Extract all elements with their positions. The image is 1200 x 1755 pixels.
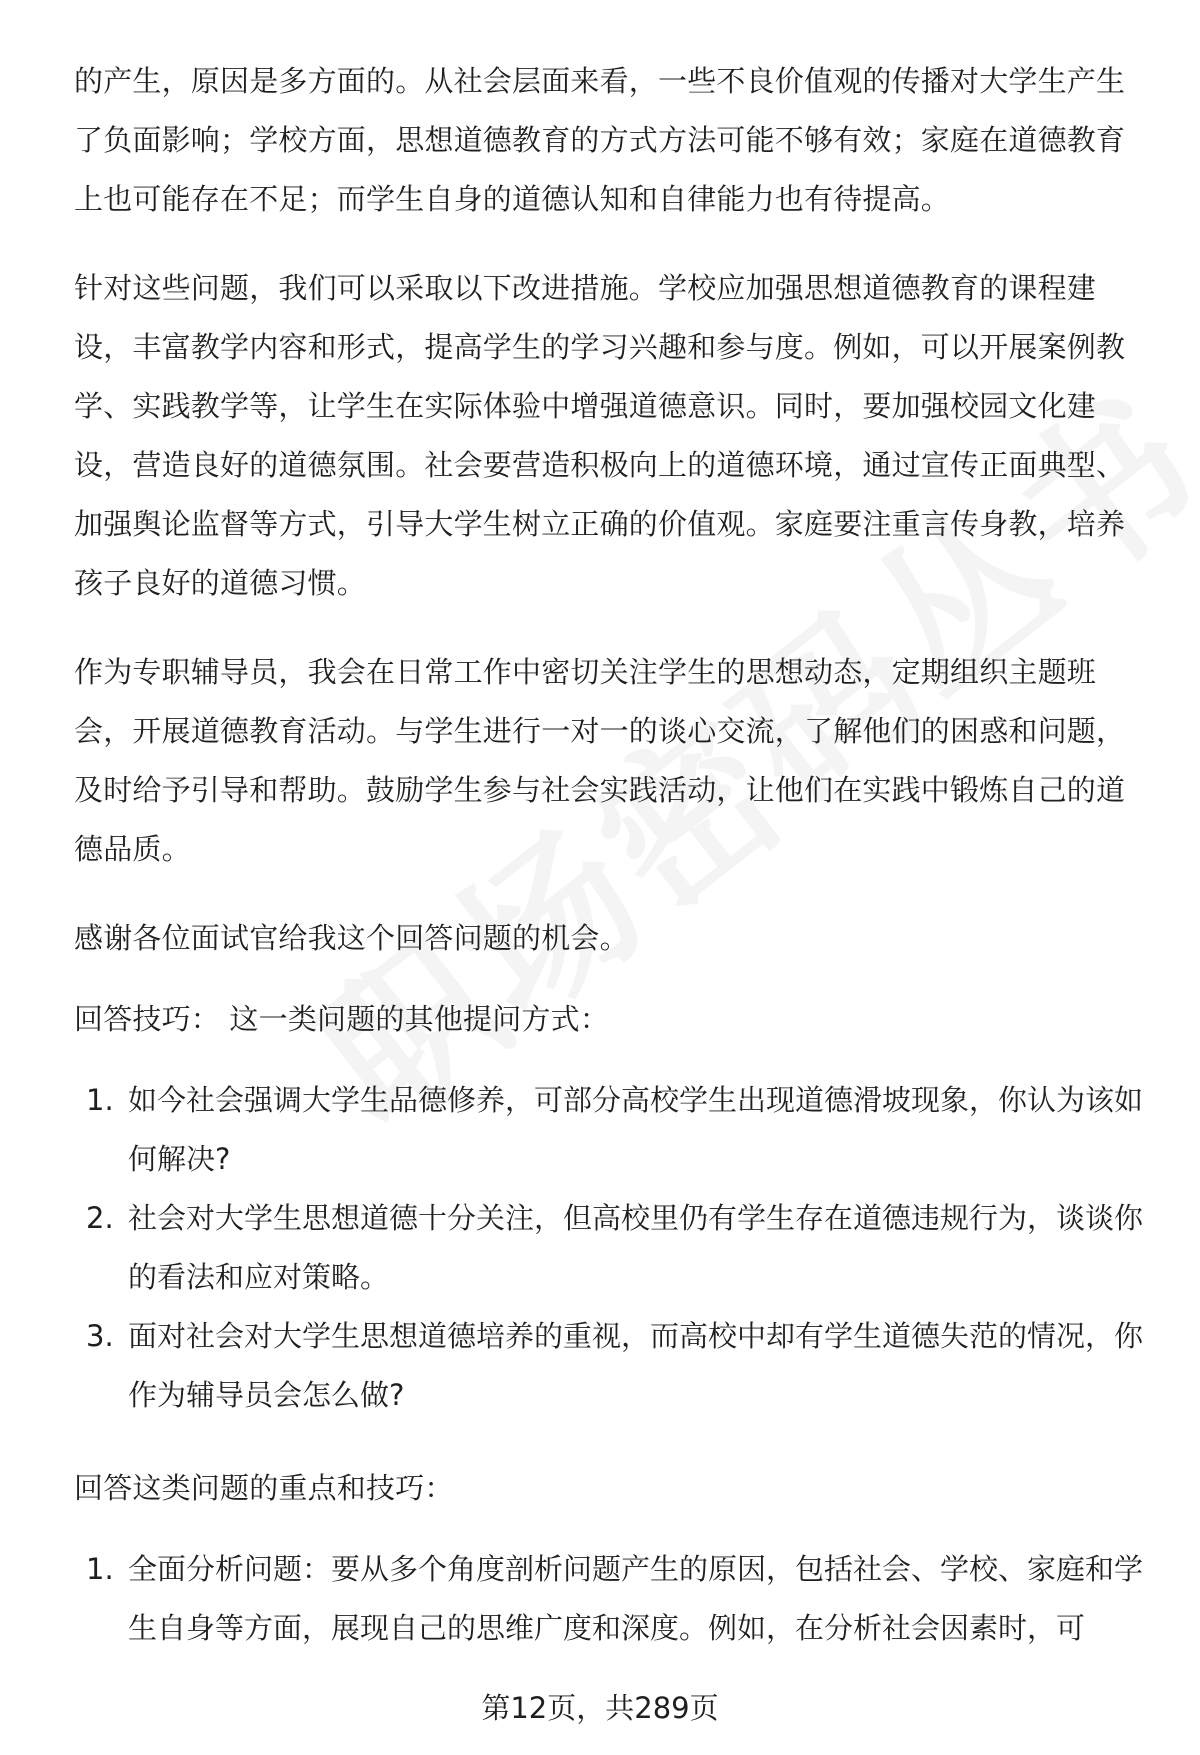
list-item-number: 1. (86, 1552, 114, 1586)
alternate-questions-list (74, 1071, 1148, 1425)
paragraph-measures: 针对这些问题，我们可以采取以下改进措施。学校应加强思想道德教育的课程建设，丰富教学内容和形式，提高学生的学习兴趣和参与度。例如，可以开展案例教学、实践教学等，让学生在实际体验中增强道德意识。同时，要加强校园文化建设，营造良好的道德氛围。社会要营造积极向上的道德环境，通过宣传正面典型、加强舆论监督等方式，引导大学生树立正确的价值观。家庭要注重言传身教，培养孩子良好的道德习惯。 (74, 271, 1126, 600)
list-item-text: 社会对大学生思想道德十分关注，但高校里仍有学生存在道德违规行为，谈谈你的看法和应对策略。 (128, 1201, 1144, 1294)
paragraph-tips-heading: 回答技巧： 这一类问题的其他提问方式： (74, 1002, 610, 1036)
list-item (74, 1071, 1148, 1189)
list-item-text: 全面分析问题：要从多个角度剖析问题产生的原因，包括社会、学校、家庭和学生自身等方面，展现自己的思维广度和深度。例如，在分析社会因素时，可 (128, 1552, 1144, 1645)
paragraph-key-points-heading: 回答这类问题的重点和技巧： (74, 1471, 454, 1505)
list-item-number: 1. (86, 1083, 114, 1117)
list-item-number: 2. (86, 1201, 114, 1235)
list-item (74, 1189, 1148, 1307)
list-item (74, 1540, 1148, 1658)
page-number-footer: 第12页，共289页 (481, 1691, 719, 1725)
list-item (74, 1307, 1148, 1425)
list-item-text: 面对社会对大学生思想道德培养的重视，而高校中却有学生道德失范的情况，你作为辅导员会怎么做? (128, 1319, 1144, 1412)
paragraph-causes: 的产生，原因是多方面的。从社会层面来看，一些不良价值观的传播对大学生产生了负面影响；学校方面，思想道德教育的方式方法可能不够有效；家庭在道德教育上也可能存在不足；而学生自身的道德认知和自律能力也有待提高。 (74, 64, 1126, 216)
paragraph-counselor-actions: 作为专职辅导员，我会在日常工作中密切关注学生的思想动态，定期组织主题班会，开展道德教育活动。与学生进行一对一的谈心交流，了解他们的困惑和问题，及时给予引导和帮助。鼓励学生参与社会实践活动，让他们在实践中锻炼自己的道德品质。 (74, 655, 1126, 866)
document-content (74, 52, 1148, 1692)
list-item-number: 3. (86, 1319, 114, 1353)
key-points-list (74, 1540, 1148, 1658)
paragraph-thanks: 感谢各位面试官给我这个回答问题的机会。 (74, 921, 629, 955)
list-item-text: 如今社会强调大学生品德修养，可部分高校学生出现道德滑坡现象，你认为该如何解决? (128, 1083, 1144, 1176)
